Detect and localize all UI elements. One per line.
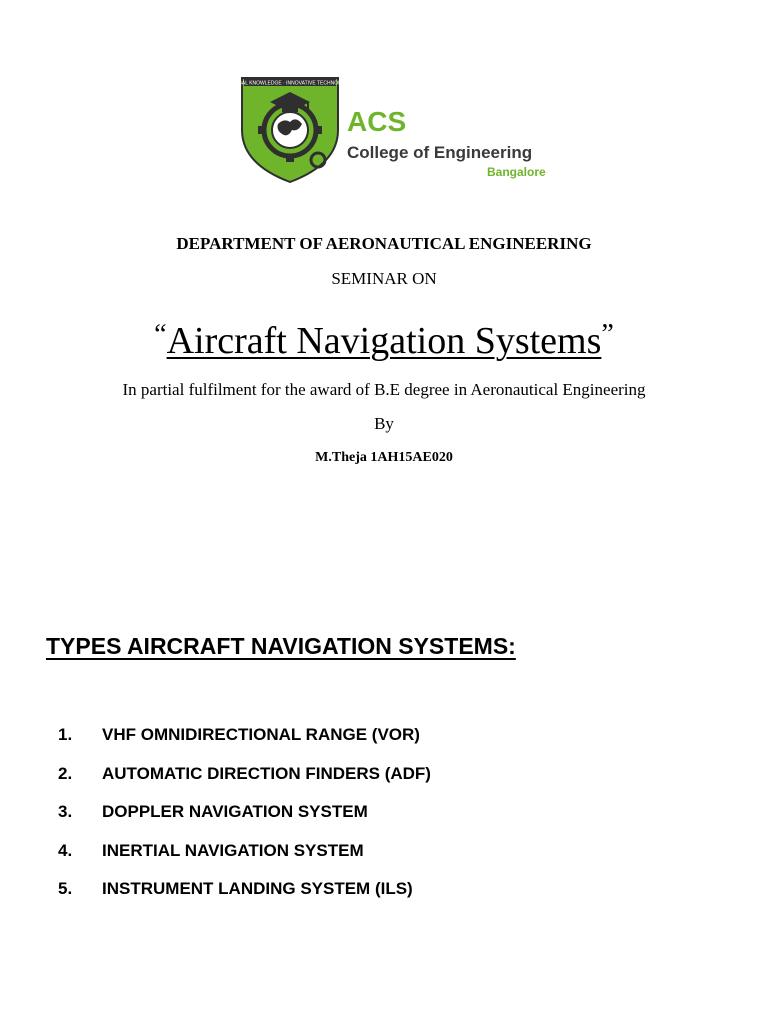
navigation-systems-list: [58, 722, 431, 915]
fulfilment-statement: In partial fulfilment for the award of B.E degree in Aeronautical Engineering: [122, 380, 646, 399]
department-heading: DEPARTMENT OF AERONAUTICAL ENGINEERING: [176, 234, 592, 253]
logo-college-text: College of Engineering: [347, 143, 533, 162]
list-item-label: DOPPLER NAVIGATION SYSTEM: [102, 802, 368, 821]
list-item-number: 1.: [58, 725, 73, 744]
list-item-label: AUTOMATIC DIRECTION FINDERS (ADF): [102, 763, 431, 783]
author-name: M.Theja 1AH15AE020: [315, 450, 453, 465]
seminar-title: [0, 312, 768, 364]
seminar-on-label: SEMINAR ON: [331, 269, 437, 288]
logo-tagline: GLOBAL KNOWLEDGE · INNOVATIVE TECHNOLOGY: [227, 80, 353, 87]
list-item-number: 4.: [58, 840, 73, 860]
title-close-quote: ”: [601, 319, 614, 350]
title-open-quote: “: [154, 319, 167, 350]
list-item-label: INSTRUMENT LANDING SYSTEM (ILS): [102, 879, 413, 898]
list-item: [58, 838, 431, 877]
by-label: By: [374, 414, 394, 433]
list-item-label: VHF OMNIDIRECTIONAL RANGE (VOR): [102, 725, 420, 744]
list-item-number: 3.: [58, 802, 73, 821]
list-item: [58, 761, 431, 800]
college-logo: [227, 72, 546, 184]
types-heading: TYPES AIRCRAFT NAVIGATION SYSTEMS:: [46, 633, 516, 659]
logo-acs-text: ACS: [347, 106, 407, 137]
logo-city-text: Bangalore: [487, 165, 546, 179]
list-item-label: INERTIAL NAVIGATION SYSTEM: [102, 840, 364, 860]
list-item: [58, 722, 431, 761]
college-crest-icon: [227, 72, 353, 184]
list-item-number: 2.: [58, 763, 73, 783]
list-item: [58, 799, 431, 838]
title-text: Aircraft Navigation Systems: [166, 320, 602, 362]
list-item: [58, 876, 431, 915]
list-item-number: 5.: [58, 879, 73, 898]
